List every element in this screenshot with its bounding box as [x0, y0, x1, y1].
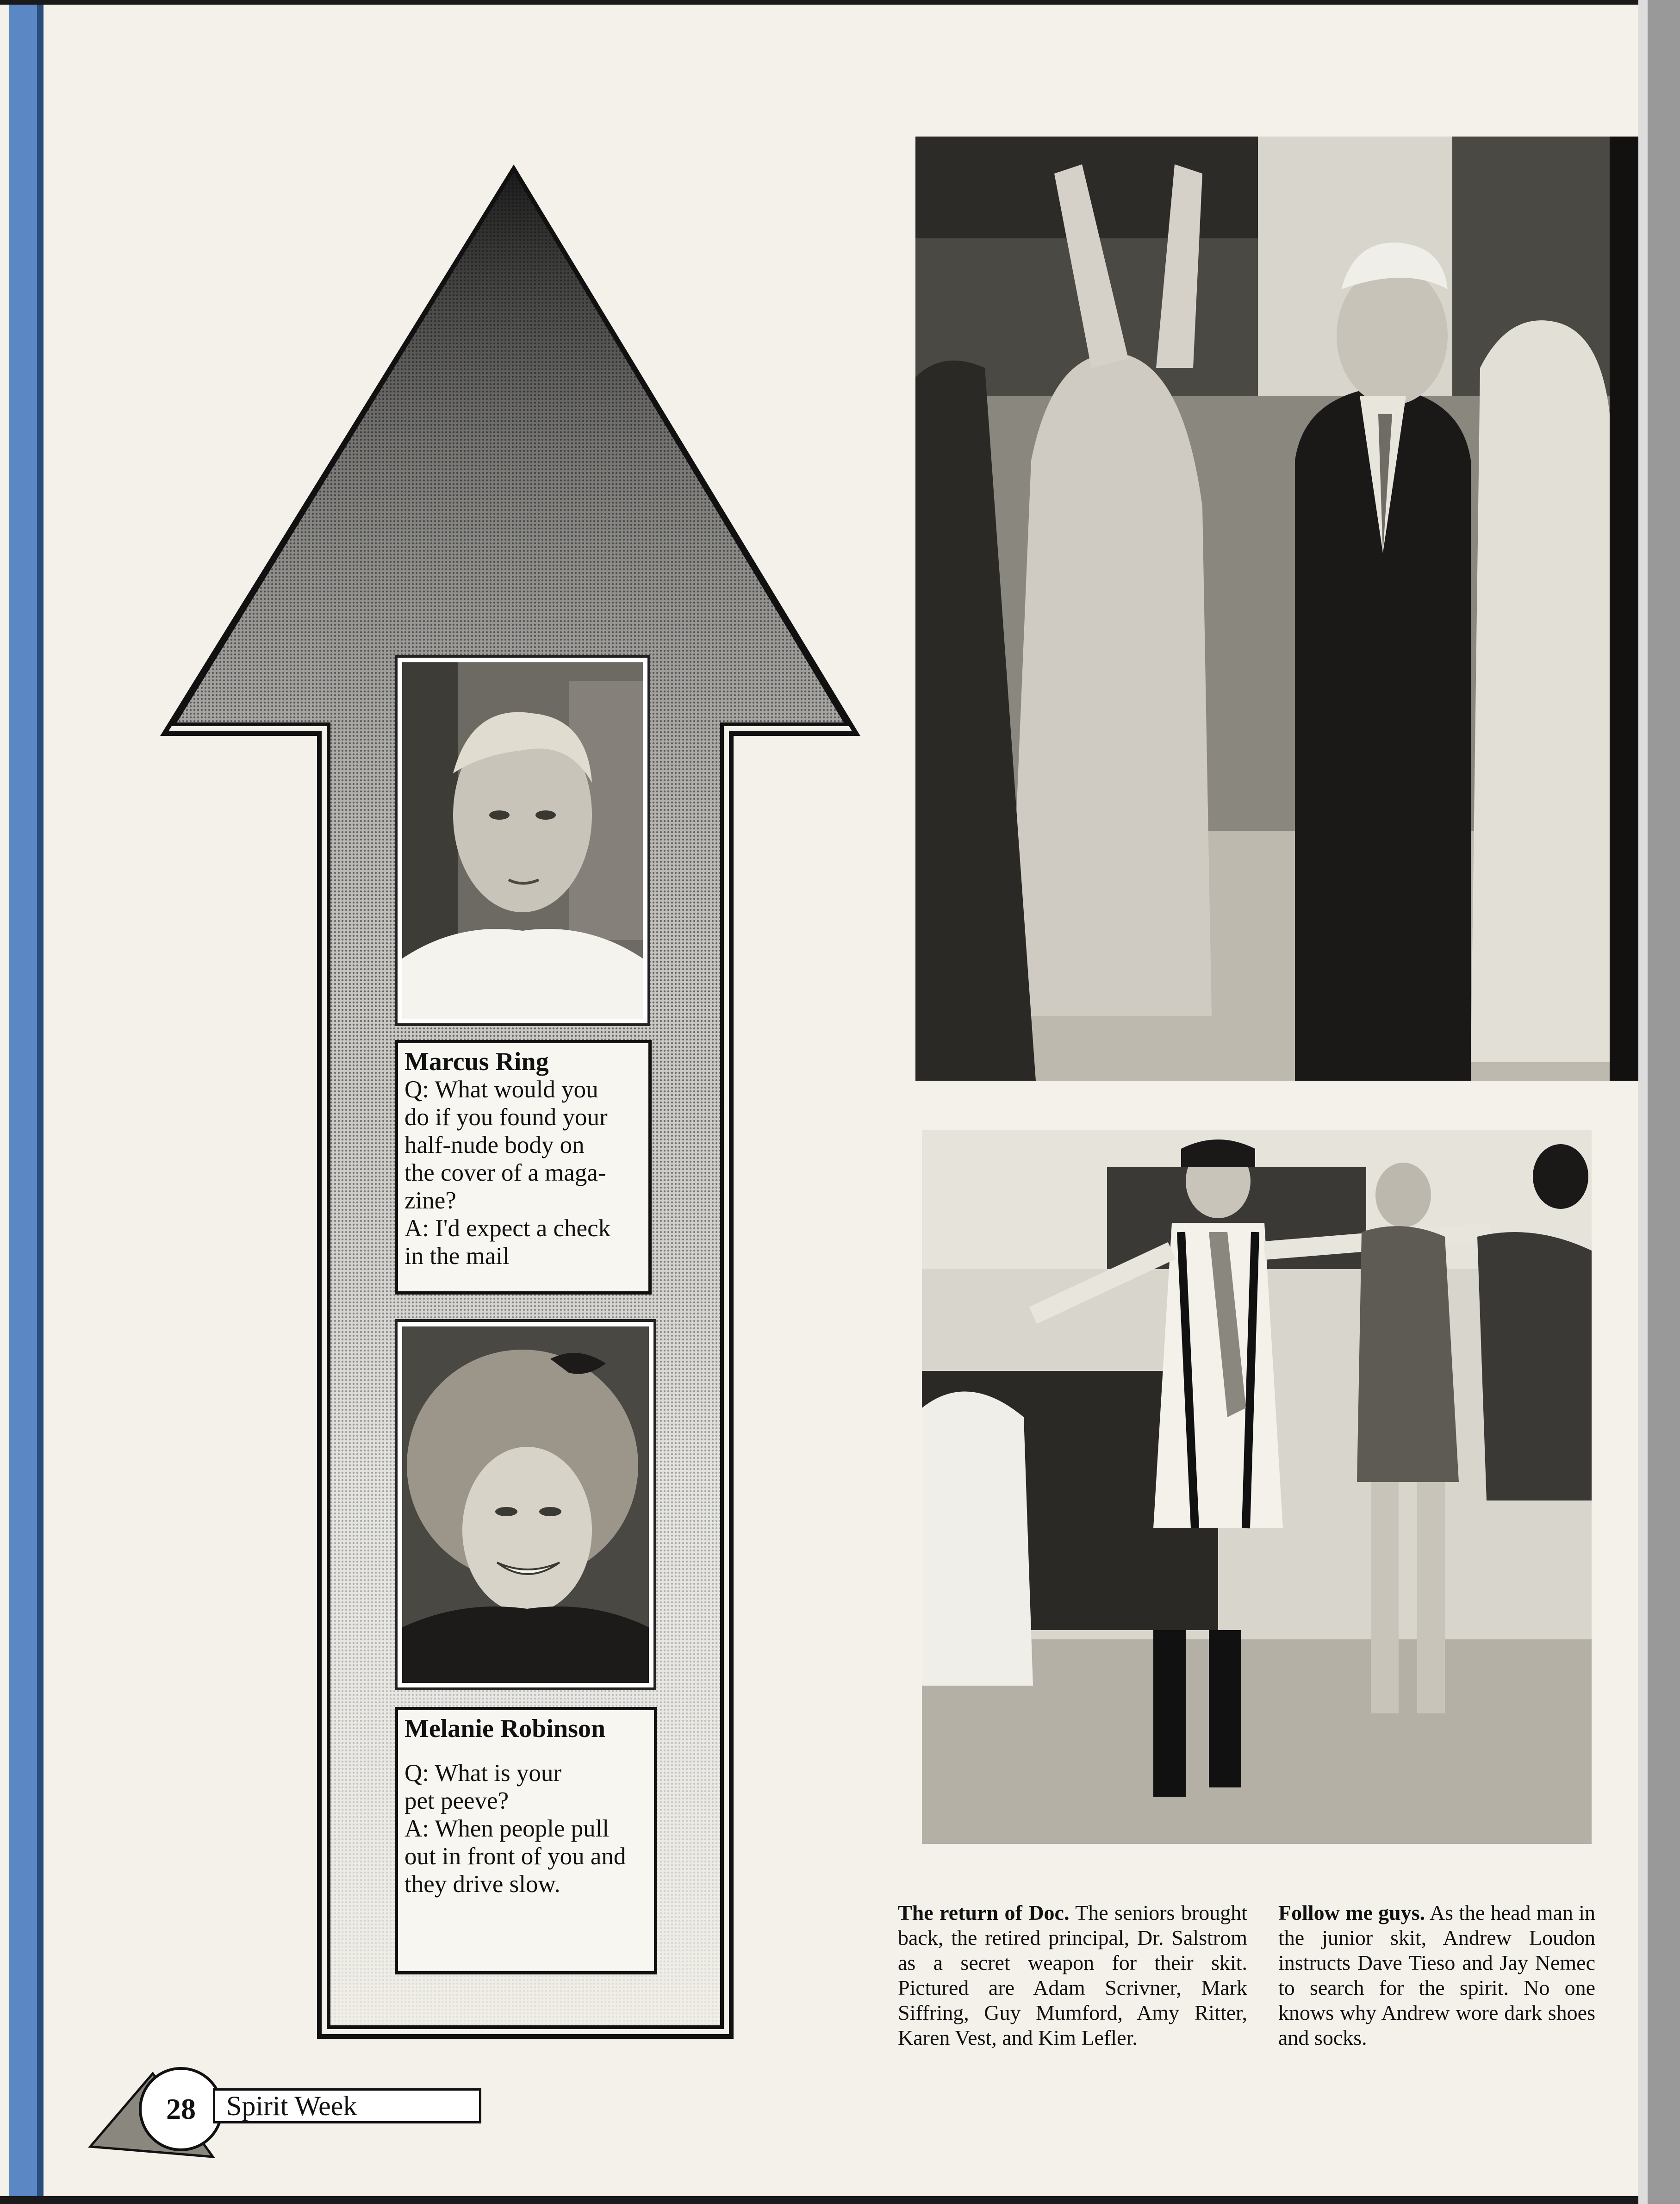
portrait-melanie-robinson-photo	[402, 1326, 649, 1683]
profile-qa-marcus-ring	[395, 1040, 652, 1295]
caption-return-of-doc	[898, 1900, 1247, 2050]
caption-title: The return of Doc.	[898, 1901, 1070, 1924]
profile-text-line: the cover of a maga-	[404, 1159, 606, 1186]
profile-text-line: zine?	[404, 1187, 456, 1214]
section-label: Spirit Week	[213, 2088, 481, 2123]
profile-text-line: in the mail	[404, 1243, 510, 1270]
caption-text: The seniors brought back, the retired principal, Dr. Salstrom as a secret weapon for their skit. Pictured are Adam Scrivner, Mark Siffring, Guy Mumford, Amy Ritter, Karen Vest, and Kim Lefler.	[898, 1901, 1248, 2049]
book-edge	[1648, 0, 1680, 2204]
profile-text-line: out in front of you and	[404, 1843, 626, 1870]
portrait-melanie-robinson-frame	[395, 1319, 656, 1690]
photo-junior-skit	[922, 1130, 1592, 1844]
caption-title: Follow me guys.	[1278, 1901, 1425, 1924]
profile-name: Marcus Ring	[404, 1047, 549, 1076]
page-number: 28	[139, 2067, 223, 2151]
profile-text-line: pet peeve?	[404, 1787, 509, 1814]
profile-text-line: Q: What is your	[404, 1760, 562, 1787]
caption-follow-me-guys	[1278, 1900, 1595, 2050]
profile-text-line: A: I'd expect a check	[404, 1215, 611, 1242]
profile-text-line: Q: What would you	[404, 1076, 598, 1103]
profile-name: Melanie Robinson	[404, 1714, 606, 1743]
profile-text-line: they drive slow.	[404, 1871, 560, 1898]
profile-qa-melanie-robinson	[395, 1707, 657, 1974]
profile-text-line: half-nude body on	[404, 1132, 585, 1158]
footer-triangle-graphic	[0, 5, 278, 2196]
yearbook-page	[0, 5, 1638, 2196]
photo-return-of-doc	[915, 137, 1638, 1081]
caption-text: As the head man in the junior skit, Andrew Loudon instructs Dave Tieso and Jay Nemec to search for the spirit. No one knows why Andrew wore dark shoes and socks.	[1278, 1901, 1595, 2049]
profile-text-line: do if you found your	[404, 1104, 608, 1131]
portrait-marcus-ring-photo	[402, 662, 643, 1019]
portrait-marcus-ring-frame	[395, 655, 650, 1026]
profile-text-line: A: When people pull	[404, 1815, 610, 1842]
